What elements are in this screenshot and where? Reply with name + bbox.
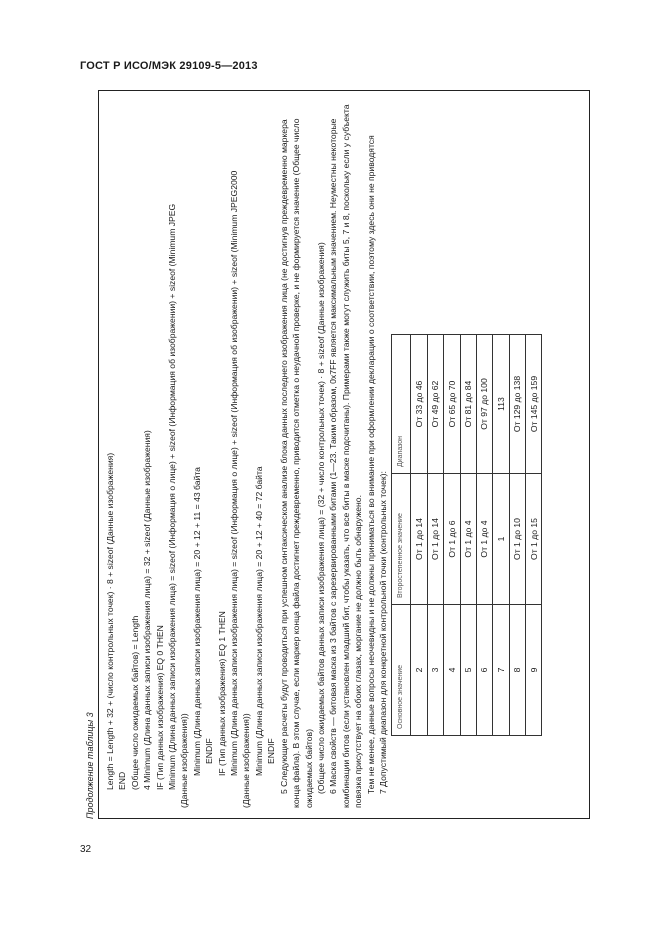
table-cell: 7 <box>493 605 509 736</box>
code-line: Minimum (Длина данных записи изображения лица) = sizeof (Информация о лице) + sizeof (Информация об изображении) + sizeof (Minimum JPEG2000 <box>229 170 240 776</box>
range-table <box>391 334 542 736</box>
note-paragraph: 5 Следующие расчеты будут проводиться при успешном синтаксическом анализе блока данных последнего изображения лица (не достигнув преждевременно маркера конца файла). В этом случае, если маркер конца файла достигнет преждевременно, приводится отметка о неудачной проверке, и не формируется значение (Общее число ожидаемых байтов) <box>278 118 314 808</box>
note-paragraph: 6 Маска свойств — битовая маска из 3 байтов с зарезервированными битами (1—23. Таким образом, 0x7FF является максимальным значением. Неуместны некоторые комбинации битов (если установлен младший бит, чтобы указать, что все биты в маске подсчитаны). Примерами также могут служить биты 5, 7 и 8, поскольку если у субъекта повязка присутствует на обоих глазах, моргание не должно быть обнаружено. <box>328 104 364 808</box>
code-line: ENDIF <box>266 738 277 764</box>
table-cell: От 81 до 84 <box>460 335 476 474</box>
code-line: (Данные изображения)) <box>241 713 252 808</box>
table-row <box>493 335 509 736</box>
code-line: END <box>117 771 128 790</box>
table-cell: 2 <box>411 605 427 736</box>
table-cell: От 33 до 46 <box>411 335 427 474</box>
table-cell: 8 <box>509 605 525 736</box>
table-cell: 6 <box>476 605 492 736</box>
table-cell: От 1 до 14 <box>427 474 443 605</box>
code-line: Minimum (Длина данных записи изображения лица) = 20 + 12 + 11 = 43 байта <box>191 467 202 776</box>
table-cell-content <box>104 99 542 808</box>
table-row <box>427 335 443 736</box>
table-cell: От 129 до 138 <box>509 335 525 474</box>
table-row <box>476 335 492 736</box>
range-table-header-row <box>392 335 411 736</box>
table-cell: От 49 до 62 <box>427 335 443 474</box>
note-paragraph: Тем не менее, данные вопросы неочевидны и не должны приниматься во внимание при оформлении декларации о соответствии, поэтому здесь они не приводятся <box>365 135 376 794</box>
column-header: Второстепенное значение <box>392 474 411 605</box>
table-cell: От 1 до 4 <box>460 474 476 605</box>
table-row <box>411 335 427 736</box>
table-cell: От 1 до 15 <box>526 474 542 605</box>
table-row <box>444 335 460 736</box>
code-line: Minimum (Длина данных записи изображения лица) = sizeof (Информация о лице) + sizeof (Информация об изображении) + sizeof (Minimum JPEG <box>167 203 178 790</box>
document-header-title: ГОСТ Р ИСО/МЭК 29109-5—2013 <box>80 60 258 72</box>
column-header: Диапазон <box>392 335 411 474</box>
table-cell: От 65 до 70 <box>444 335 460 474</box>
code-line: Length = Length + 32 + (число контрольных точек) · 8 + sizeof (Данные изображения) <box>105 452 115 790</box>
page-number: 32 <box>80 844 92 855</box>
table-cell: От 97 до 100 <box>476 335 492 474</box>
code-line: (Общее число ожидаемых байтов) = Length <box>129 615 140 790</box>
table-row <box>460 335 476 736</box>
table-row <box>509 335 525 736</box>
table-cell: От 1 до 10 <box>509 474 525 605</box>
table-cell: 113 <box>493 335 509 474</box>
code-line: IF (Тип данных изображения) EQ 1 THEN <box>216 611 227 776</box>
code-line: Minimum (Длина данных записи изображения лица) = 20 + 12 + 40 = 72 байта <box>253 466 264 776</box>
table-continuation-label: Продолжение таблицы 3 <box>85 712 95 819</box>
table-cell: 1 <box>493 474 509 605</box>
table-frame <box>98 90 590 819</box>
rotated-table-continuation <box>85 90 590 819</box>
table-cell: От 145 до 159 <box>526 335 542 474</box>
table-cell: 3 <box>427 605 443 736</box>
table-cell: 5 <box>460 605 476 736</box>
table-cell: 4 <box>444 605 460 736</box>
table-row <box>526 335 542 736</box>
note-paragraph: 7 Допустимый диапазон для конкретной контрольной точки (контрольных точек): <box>377 471 388 794</box>
code-line: (Данные изображения)) <box>179 713 190 808</box>
note-paragraph: (Общее число ожидаемых байтов данных записи изображения лица) = (32 + число контрольных точек) · 8 + sizeof (Данные изображения) <box>315 242 326 794</box>
code-line: IF (Тип данных изображения) EQ 0 THEN <box>154 625 165 790</box>
column-header: Основное значение <box>392 605 411 736</box>
code-line: 4 Minimum (Длина данных записи изображения лица) = 32 + sizeof (Данные изображения) <box>142 430 153 790</box>
table-cell: От 1 до 4 <box>476 474 492 605</box>
code-line: ENDIF <box>204 738 215 764</box>
table-cell: От 1 до 6 <box>444 474 460 605</box>
table-cell: 9 <box>526 605 542 736</box>
table-cell: От 1 до 14 <box>411 474 427 605</box>
